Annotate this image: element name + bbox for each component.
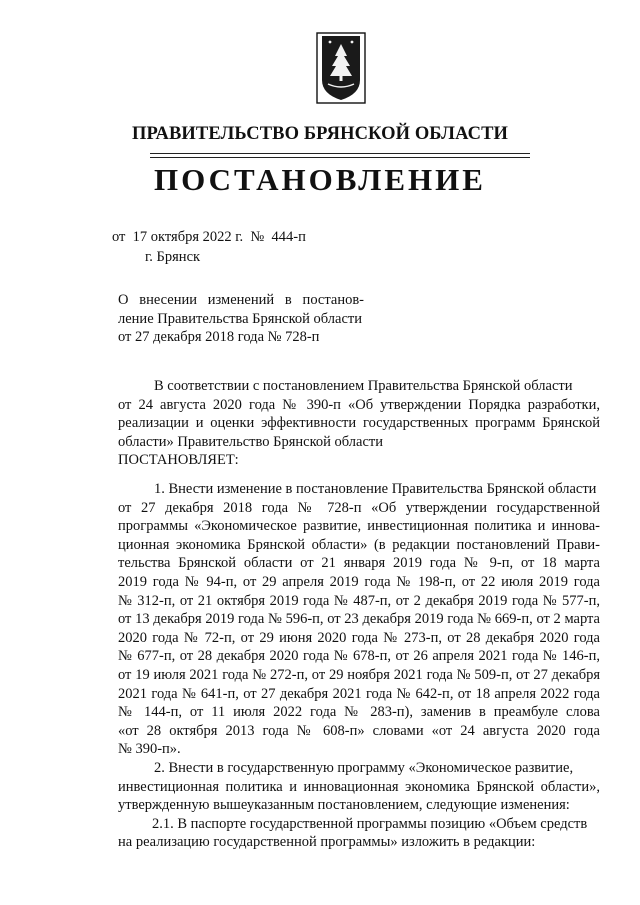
item-1-line: № 144-п, от 11 июля 2022 года № 283-п), заменив в преамбуле слова [118,704,600,721]
item-1-line: ционная экономика Брянской области» (в редакции постановлений Прави- [118,536,600,553]
item-1-line: 2019 года № 94-п, от 29 апреля 2019 года № 198-п, от 22 июля 2019 года [118,573,600,590]
bryansk-coat-of-arms-icon [316,32,366,104]
item-2-line: утвержденную вышеуказанным постановлением, следующие изменения: [118,797,570,814]
item-1-line: тельства Брянской области от 21 января 2019 года № 9-п, от 18 марта [118,555,600,572]
item-2-line: 2. Внести в государственную программу «Экономическое развитие, [154,760,574,776]
preamble-line: реализации и оценки эффективности государственных программ Брянской [118,415,600,432]
item-1-line: № 312-п, от 21 октября 2019 года № 487-п, от 2 декабря 2019 года № 577-п, [118,592,600,609]
document-type-title: ПОСТАНОВЛЕНИЕ [154,162,486,197]
item-2-paragraph [118,759,600,852]
header-rule-bottom [150,157,530,158]
item-1-line: от 19 июля 2021 года № 272-п, от 29 ноября 2021 года № 509-п, от 27 декабря [118,666,600,683]
item-2-line: инвестиционная политика и инновационная экономика Брянской области», [118,778,600,795]
subject-line: О внесении изменений в постанов- [118,292,364,308]
item-1-paragraph [118,480,600,759]
item-2-1-line: на реализацию государственной программы» изложить в редакции: [118,834,536,851]
item-1-line: от 13 декабря 2019 года № 596-п, от 23 декабря 2019 года № 669-п, от 2 марта [118,611,600,628]
document-subject [118,291,364,347]
item-1-line: «от 28 октября 2013 года № 608-п» словами «от 24 августа 2020 года [118,722,600,739]
subject-line: от 27 декабря 2018 года № 728-п [118,329,320,345]
preamble [118,377,600,470]
preamble-line: области» Правительство Брянской области [118,433,383,450]
preamble-resolves: ПОСТАНОВЛЯЕТ: [118,452,239,469]
preamble-line: от 24 августа 2020 года № 390-п «Об утверждении Порядка разработки, [118,396,600,413]
item-1-line: от 27 декабря 2018 года № 728-п «Об утверждении государственной [118,499,600,516]
preamble-line: В соответствии с постановлением Правительства Брянской области [154,378,573,394]
header-rule-top [150,153,530,154]
item-1-line: 2020 года № 72-п, от 29 июня 2020 года № 273-п, от 28 декабря 2020 года [118,629,600,646]
item-1-line: 1. Внести изменение в постановление Правительства Брянской области [154,481,597,497]
organization-title: ПРАВИТЕЛЬСТВО БРЯНСКОЙ ОБЛАСТИ [131,124,508,144]
subject-line: ление Правительства Брянской области [118,310,362,327]
document-date-number: от 17 октября 2022 г. № 444-п [112,229,306,245]
item-1-line: программы «Экономическое развитие, инвестиционная политика и иннова- [118,518,600,535]
document-city: г. Брянск [145,249,201,265]
item-1-line: 2021 года № 641-п, от 27 декабря 2021 года № 642-п, от 18 апреля 2022 года [118,685,600,702]
item-1-line: № 677-п, от 28 декабря 2020 года № 678-п, от 26 апреля 2021 года № 146-п, [118,648,600,665]
item-1-line: № 390-п». [118,741,181,758]
item-2-1-line: 2.1. В паспорте государственной программы позицию «Объем средств [152,815,588,832]
